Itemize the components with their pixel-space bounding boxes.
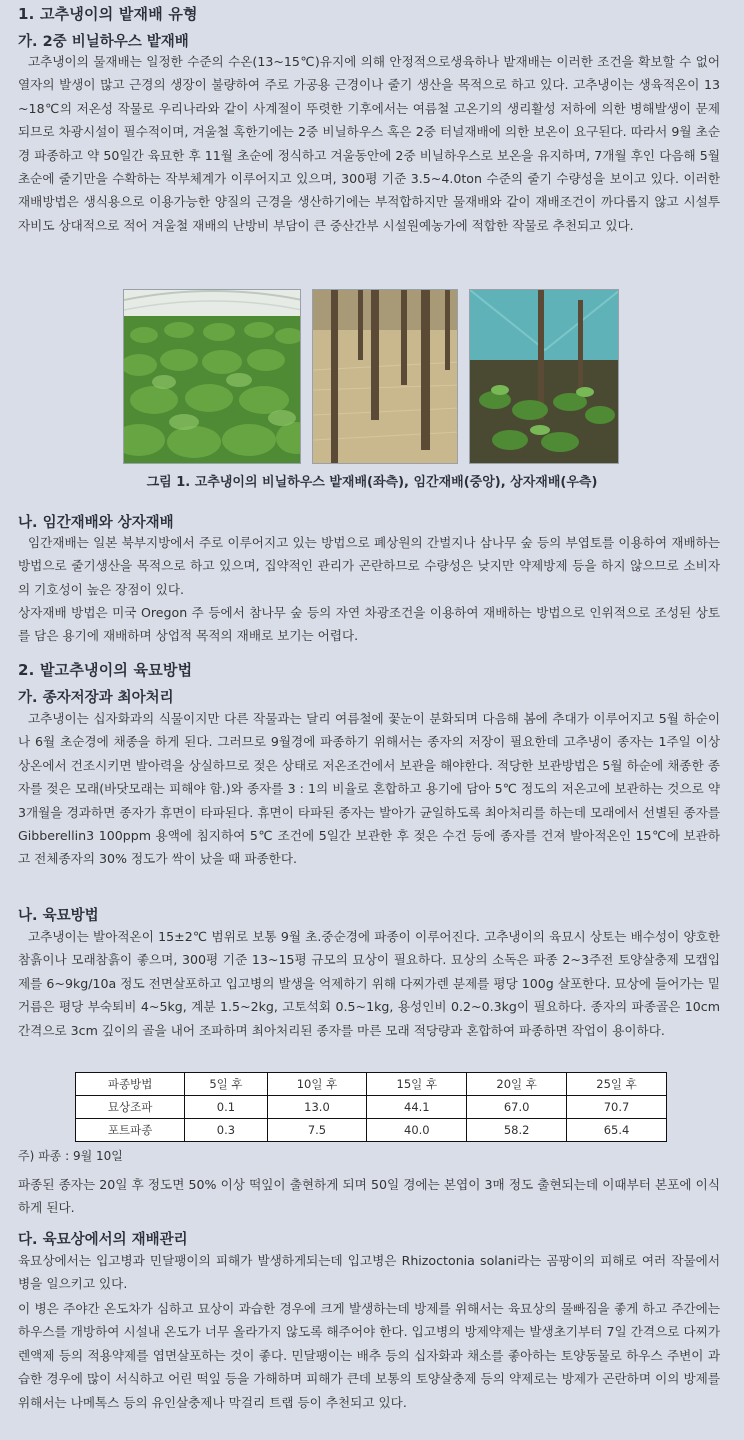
table-row [76,1119,667,1142]
table-header-cell: 20일 후 [467,1073,567,1096]
vinyl-house-illustration [124,290,301,464]
photo-vinyl-house-cultivation [123,289,301,464]
table-cell: 0.3 [185,1119,267,1142]
section-2c-body-2: 이 병은 주야간 온도차가 심하고 묘상이 과습한 경우에 크게 발생하는데 방제를 위해서는 육묘상의 물빠짐을 좋게 하고 주간에는 하우스를 개방하여 시설내 온도가 너무 올라가지 않도록 해주어야 한다. 입고병의 방제약제는 발생초기부터 7일 간격으로 다찌가렌액제 등의 적용약제를 엽면살포하는 것이 좋다. 민달팽이는 배추 등의 십자화과 채소를 좋아하는 토양동물로 하우스 주변이 과습한 경우에 많이 서식하고 어린 떡잎 등을 가해하며 피해가 큰데 보통의 토양살충제 등의 약제로는 방제가 곤란하며 이의 방제를 위해서는 나메톡스 등의 유인살충제나 막걸리 트랩 등이 추천되고 있다. [18,1301,720,1410]
figure-1-caption: 그림 1. 고추냉이의 비닐하우스 밭재배(좌측), 임간재배(중앙), 상자재배(우측) [146,475,598,490]
section-2b-heading: 나. 육묘방법 [18,908,99,924]
section-2c-body-1: 육묘상에서는 입고병과 민달팽이의 피해가 발생하게되는데 입고병은 Rhizoctonia solani라는 곰팡이의 피해로 여러 작물에서 병을 일으키고 있다. [18,1253,720,1292]
table-cell: 0.1 [185,1096,267,1119]
table-header-cell: 25일 후 [567,1073,667,1096]
table-cell: 67.0 [467,1096,567,1119]
table-cell: 58.2 [467,1119,567,1142]
table-cell: 40.0 [367,1119,467,1142]
section-1a-body: 고추냉이의 물재배는 일정한 수준의 수온(13~15℃)유지에 의해 안정적으로생육하나 밭재배는 이러한 조건을 확보할 수 없어 열자의 발생이 많고 근경의 생장이 불량하여 주로 가공용 근경이나 줄기 생산을 목적으로 하고 있다. 고추냉이는 생육적온이 13~18℃의 저온성 작물로 우리나라와 같이 사계절이 뚜렷한 기후에서는 여름철 고온기의 생리활성 저하에 의한 병해발생이 문제되므로 차광시설이 필수적이며, 겨울철 혹한기에는 2중 비닐하우스 혹은 2중 터널재배에 의한 보온이 요구된다. 따라서 9월 초순경 파종하고 약 50일간 육묘한 후 11월 초순에 정식하고 겨울동안에 2중 비닐하우스로 보온을 유지하며, 7개월 후인 다음해 5월 초순에 줄기만을 수확하는 작부체계가 이루어지고 있으며, 300평 기준 3.5~4.0ton 수준의 줄기 수량성을 보이고 있다. 이러한 재배방법은 생식용으로 이용가능한 양질의 근경을 생산하기에는 부적합하지만 물재배와 같이 재배조건이 까다롭지 않고 시설투자비도 상대적으로 적어 겨울철 재배의 난방비 부담이 큰 중산간부 시설원예농가에 적합한 작물로 추천되고 있다. [18,54,720,233]
germination-table [75,1072,667,1142]
photo-box-cultivation [469,289,619,464]
section-1a-heading: 가. 2중 비닐하우스 밭재배 [18,34,189,50]
table-cell: 묘상조파 [76,1096,185,1119]
section-2-heading: 2. 밭고추냉이의 육묘방법 [18,661,193,679]
figure-1-photos [123,289,619,464]
table-cell: 70.7 [567,1096,667,1119]
photo-forest-cultivation [312,289,458,464]
section-1b-heading: 나. 임간재배와 상자재배 [18,515,174,531]
section-1b-body-2: 상자재배 방법은 미국 Oregon 주 등에서 참나무 숲 등의 자연 차광조건을 이용하여 재배하는 방법으로 인위적으로 조성된 상토를 담은 용기에 재배하며 상업적 목적의 재배로 보기는 어렵다. [18,605,720,644]
section-2b-body: 고추냉이는 발아적온이 15±2℃ 범위로 보통 9월 초.중순경에 파종이 이루어진다. 고추냉이의 육묘시 상토는 배수성이 양호한 참흙이나 모래참흙이 좋으며, 300평 기준 13~15평 규모의 묘상이 필요하다. 묘상의 소독은 파종 2~3주전 토양살충제 모캡입제를 6~9kg/10a 정도 전면살포하고 입고병의 발생을 억제하기 위해 다찌가렌 분제를 평당 100g 살포한다. 묘상에 들어가는 밑거름은 평당 부숙퇴비 4~5kg, 계분 1.5~2kg, 고토석회 0.5~1kg, 용성인비 0.2~0.3kg이 필요하다. 종자의 파종골은 10cm 간격으로 3cm 깊이의 골을 내어 조파하며 최아처리된 종자를 마른 모래 적당량과 혼합하여 파종하면 작업이 용이하다. [18,929,720,1038]
table-header-cell: 파종방법 [76,1073,185,1096]
table-cell: 포트파종 [76,1119,185,1142]
forest-illustration [313,290,458,464]
section-2a-body: 고추냉이는 십자화과의 식물이지만 다른 작물과는 달리 여름철에 꽃눈이 분화되며 다음해 봄에 추대가 이루어지고 5월 하순이나 6월 초순경에 채종을 하게 된다. 그러므로 9월경에 파종하기 위해서는 종자의 저장이 필요한데 고추냉이 종자는 1주일 이상 상온에서 건조시키면 발아력을 상실하므로 젖은 상태로 저온조건에서 보관을 해야한다. 적당한 보관방법은 5월 하순에 채종한 종자를 젖은 모래(바닷모래는 피해야 함.)와 종자를 3 : 1의 비율로 혼합하고 용기에 담아 5℃ 정도의 저온고에 보관하는 것으로 약 3개월을 경과하면 종자가 휴면이 타파된다. 휴면이 타파된 종자는 발아가 균일하도록 최아처리를 하는데 모래에서 선별된 종자를 Gibberellin3 100ppm 용액에 침지하여 5℃ 조건에 5일간 보관한 후 젖은 수건 등에 종자를 건져 발아적온인 15℃에 보관하고 전체종자의 30% 정도가 싹이 났을 때 파종한다. [18,711,720,867]
table-cell: 44.1 [367,1096,467,1119]
shade-net-illustration [470,290,619,464]
section-2c-heading: 다. 육묘상에서의 재배관리 [18,1232,188,1248]
table-cell: 65.4 [567,1119,667,1142]
table-row [76,1096,667,1119]
section-2a-heading: 가. 종자저장과 최아처리 [18,690,174,706]
section-1b-body-1: 임간재배는 일본 북부지방에서 주로 이루어지고 있는 방법으로 폐상원의 간벌지나 삼나무 숲 등의 부엽토를 이용하여 재배하는 방법으로 줄기생산을 목적으로 하고 있으며, 집약적인 관리가 곤란하므로 수량성은 낮지만 약제방제 등을 하지 않으므로 소비자의 기호성이 높은 장점이 있다. [18,535,720,597]
table-cell: 7.5 [267,1119,367,1142]
table-cell: 13.0 [267,1096,367,1119]
table-header-cell: 5일 후 [185,1073,267,1096]
section-2b-after: 파종된 종자는 20일 후 정도면 50% 이상 떡잎이 출현하게 되며 50일 경에는 본엽이 3매 정도 출현되는데 이때부터 본포에 이식하게 된다. [18,1177,720,1216]
table-note: 주) 파종 : 9월 10일 [18,1149,123,1163]
table-header-cell: 10일 후 [267,1073,367,1096]
table-header-row [76,1073,667,1096]
table-header-cell: 15일 후 [367,1073,467,1096]
section-1-heading: 1. 고추냉이의 밭재배 유형 [18,5,198,23]
